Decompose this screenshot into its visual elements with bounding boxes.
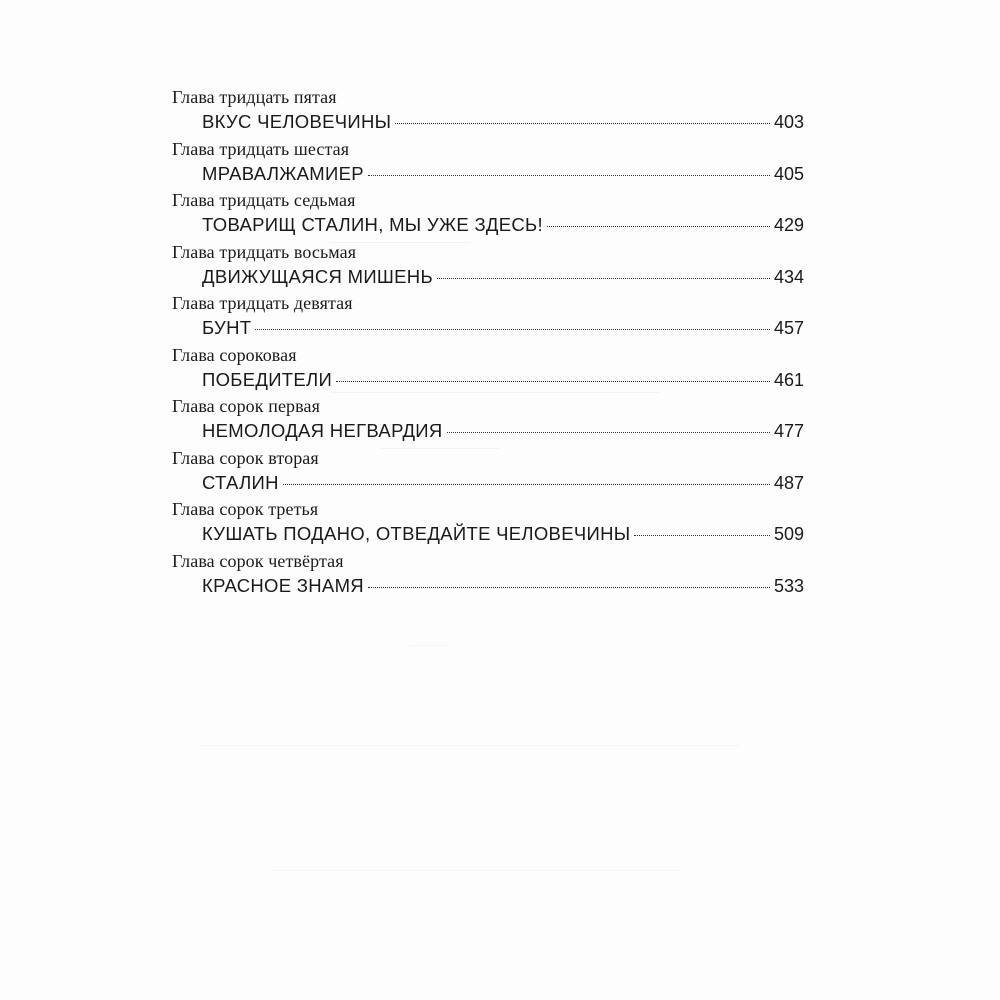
chapter-title-line xyxy=(202,315,804,341)
show-through-text xyxy=(270,870,680,881)
dot-leader xyxy=(447,432,770,433)
dot-leader xyxy=(368,587,770,588)
page-number: 405 xyxy=(773,163,804,184)
dot-leader xyxy=(336,381,770,382)
dot-leader xyxy=(368,175,770,176)
chapter-title: СТАЛИН xyxy=(202,471,279,493)
toc-entry xyxy=(172,344,804,396)
chapter-title-line xyxy=(202,109,804,135)
page-number: 461 xyxy=(773,369,804,390)
chapter-label: Глава сорок вторая xyxy=(172,447,319,468)
chapter-title-line xyxy=(202,418,804,444)
page-number: 457 xyxy=(773,318,804,338)
show-through-text xyxy=(410,645,450,656)
chapter-title: ТОВАРИЩ СТАЛИН, МЫ УЖЕ ЗДЕСЬ! xyxy=(202,214,543,235)
chapter-label: Глава тридцать восьмая xyxy=(172,241,357,262)
chapter-title: ДВИЖУЩАЯСЯ МИШЕНЬ xyxy=(202,265,433,287)
chapter-title: ВКУС ЧЕЛОВЕЧИНЫ xyxy=(202,111,392,132)
chapter-label: Глава сорок четвёртая xyxy=(172,550,344,571)
page-number: 487 xyxy=(773,472,804,493)
chapter-title: МРАВАЛЖАМИЕР xyxy=(202,162,364,184)
dot-leader xyxy=(283,484,770,485)
toc-entry xyxy=(172,447,804,499)
chapter-title-line xyxy=(202,470,804,496)
toc-entry xyxy=(172,241,804,293)
page-number: 434 xyxy=(773,266,804,287)
chapter-title-line xyxy=(202,521,804,547)
chapter-label: Глава сороковая xyxy=(172,344,297,365)
dot-leader xyxy=(437,278,770,279)
dot-leader xyxy=(547,226,770,227)
toc-entry xyxy=(172,138,804,190)
chapter-label: Глава тридцать пятая xyxy=(172,87,337,107)
chapter-title: КРАСНОЕ ЗНАМЯ xyxy=(202,574,364,596)
page-number: 403 xyxy=(773,112,804,132)
chapter-title-line xyxy=(202,573,804,599)
chapter-title: БУНТ xyxy=(202,317,252,338)
show-through-text xyxy=(200,745,740,756)
page-number: 509 xyxy=(773,524,804,544)
toc-entry xyxy=(172,292,804,344)
toc-entry xyxy=(172,86,804,138)
chapter-title-line xyxy=(202,161,804,187)
toc-entry xyxy=(172,498,804,550)
chapter-title: ПОБЕДИТЕЛИ xyxy=(202,368,333,390)
page-number: 533 xyxy=(773,575,804,596)
dot-leader xyxy=(255,329,770,330)
chapter-label: Глава сорок третья xyxy=(172,499,319,519)
chapter-title-line xyxy=(202,212,804,238)
dot-leader xyxy=(395,123,770,124)
page-number: 429 xyxy=(773,215,804,235)
chapter-label: Глава тридцать девятая xyxy=(172,293,353,313)
toc-entry xyxy=(172,550,804,602)
chapter-label: Глава тридцать седьмая xyxy=(172,190,356,210)
dot-leader xyxy=(634,535,770,536)
chapter-title-line xyxy=(202,367,804,393)
chapter-title: НЕМОЛОДАЯ НЕГВАРДИЯ xyxy=(202,420,443,441)
toc-entry xyxy=(172,189,804,241)
chapter-title: КУШАТЬ ПОДАНО, ОТВЕДАЙТЕ ЧЕЛОВЕЧИНЫ xyxy=(202,523,631,544)
table-of-contents xyxy=(172,86,804,601)
chapter-label: Глава тридцать шестая xyxy=(172,138,350,159)
chapter-title-line xyxy=(202,264,804,290)
page-number: 477 xyxy=(773,421,804,441)
chapter-label: Глава сорок первая xyxy=(172,396,320,416)
toc-entry xyxy=(172,395,804,447)
